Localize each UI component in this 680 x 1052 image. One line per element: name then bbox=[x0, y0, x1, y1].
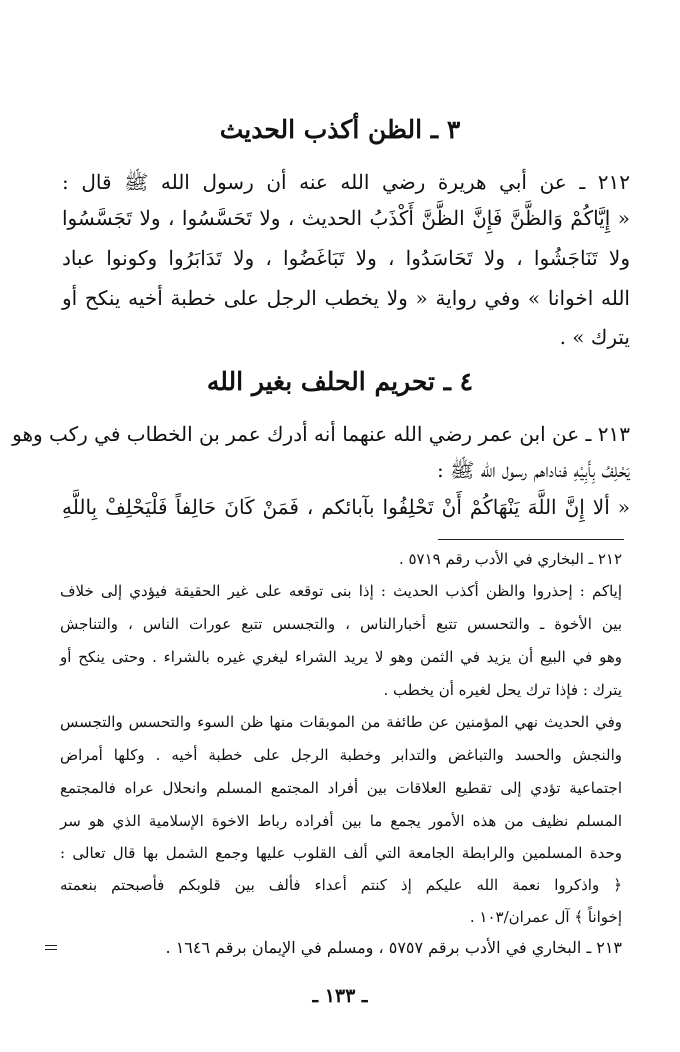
section-4-title: ٤ ـ تحريم الحلف بغير الله bbox=[206, 367, 474, 396]
footnote-line: وفي الحديث نهي المؤمنين عن طائفة من الموبقات منها ظن السوء والتحسس والتجسس bbox=[60, 713, 622, 731]
footnote-line: وحدة المسلمين والرابطة الجامعة التي ألف القلوب عليها وجمع الشمل بها قال تعالى : bbox=[60, 844, 622, 862]
footnote-line: إياكم : إحذروا والظن أكذب الحديث : إذا بنى توقعه على غير الحقيقة فيؤدي إلى خلاف bbox=[60, 582, 622, 600]
footnote-line: والنجش والحسد والتباغض والتدابر وخطبة الرجل على خطبة أخيه . وكلها أمراض bbox=[60, 746, 622, 764]
footnote-line: المسلم نظيف من هذه الأمور يجمع ما بين أفراده رباط الاخوة الإسلامية الذي هو سر bbox=[60, 812, 622, 830]
footnote-line: ﴿ واذكروا نعمة الله عليكم إذ كنتم أعداء فألف بين قلوبكم فأصبحتم بنعمته bbox=[60, 876, 622, 894]
hadith-213-line-3: « ألا إِنَّ اللَّهَ يَنْهَاكُمْ أَنْ تَحْلِفُوا بآبائكم ، فَمَنْ كَانَ حَالِفاً فَلْيَحْلِفْ بِاللَّهِ bbox=[62, 495, 630, 519]
section-3-title: ٣ ـ الظن أكذب الحديث bbox=[219, 115, 461, 144]
hadith-213-line-2: يَحْلِفُ بِأَبِيْهِ فناداهم رسول الله ﷺ : bbox=[437, 458, 630, 482]
end-mark bbox=[45, 945, 57, 950]
hadith-212-line-3: ولا تَنَاجَشُوا ، ولا تَحَاسَدُوا ، ولا تَبَاغَضُوا ، ولا تَدَابَرُوا وكونوا عباد bbox=[62, 246, 630, 270]
hadith-213-line-1: ٢١٣ ـ عن ابن عمر رضي الله عنهما أنه أدرك عمر بن الخطاب في ركب وهو bbox=[12, 422, 630, 446]
footnote-line: إخواناً ﴾ آل عمران/١٠٣ . bbox=[469, 908, 622, 926]
footnote-line: وهو في البيع أن يزيد في الثمن وهو لا يريد الشراء ليغري غيره بالشراء . وحتى ينكح أو bbox=[60, 648, 622, 666]
footnote-line: بين الأخوة ـ والتحسس تتبع أخبارالناس ، والتجسس تتبع عورات الناس ، والتناجش bbox=[60, 615, 622, 633]
footnote-line: اجتماعية تؤدي إلى تقطيع العلاقات بين أفراد المجتمع المسلم وانحلال عراه فالمجتمع bbox=[60, 779, 622, 797]
hadith-212-line-5: يترك » . bbox=[559, 325, 630, 349]
hadith-212-line-4: الله اخوانا » وفي رواية « ولا يخطب الرجل على خطبة أخيه ينكح أو bbox=[62, 286, 630, 310]
hadith-212-line-2: « إِيَّاكُمْ وَالظَّنَّ فَإِنَّ الظَّنَّ أَكْذَبُ الحديث ، ولا تَحَسَّسُوا ، ولا تَجَسَّسُوا bbox=[62, 206, 630, 230]
hadith-212-line-1: ٢١٢ ـ عن أبي هريرة رضي الله عنه أن رسول الله ﷺ قال : bbox=[62, 170, 630, 194]
footnote-line: يترك : فإذا ترك يحل لغيره أن يخطب . bbox=[383, 681, 622, 699]
footnote-line: ٢١٣ ـ البخاري في الأدب برقم ٥٧٥٧ ، ومسلم في الإيمان برقم ١٦٤٦ . bbox=[165, 938, 622, 957]
footnote-line: ٢١٢ ـ البخاري في الأدب رقم ٥٧١٩ . bbox=[398, 550, 622, 568]
footnote-divider bbox=[438, 539, 624, 540]
page-number: ـ ١٣٣ ـ bbox=[312, 985, 368, 1007]
